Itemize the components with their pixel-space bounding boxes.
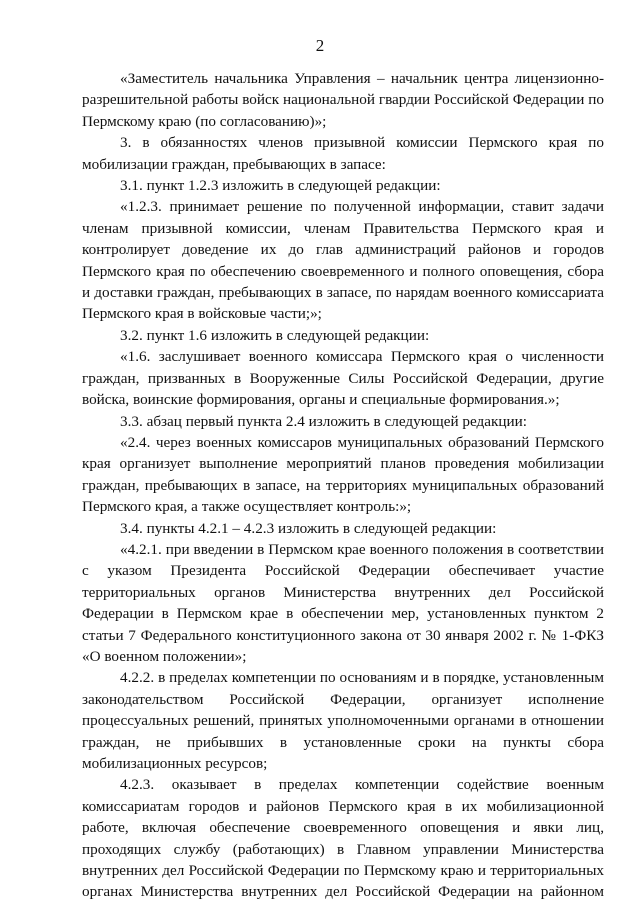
paragraph-2-4: «2.4. через военных комиссаров муниципальных образований Пермского края организует выполнение мероприятий планов проведения мобилизации граждан, пребывающих в запасе, на территориях муниципальных образований Пермского края, а также осуществляет контроль:»; (82, 433, 604, 516)
paragraph-1-6: «1.6. заслушивает военного комиссара Пермского края о численности граждан, призванных в Вооруженные Силы Российской Федерации, другие войска, воинские формирования, органы и специальные формирования.»; (82, 348, 604, 409)
paragraph-4-2-1: «4.2.1. при введении в Пермском крае военного положения в соответствии с указом Президента Российской Федерации обеспечивает участие территориальных органов Министерства внутренних дел Российской Федерации в Пермском крае в обеспечении мер, установленных пунктом 2 статьи 7 Федерального конституционного закона от 30 января 2002 г. № 1-ФКЗ «О военном положении»; (82, 540, 604, 665)
paragraph-3-4: 3.4. пункты 4.2.1 – 4.2.3 изложить в следующей редакции: (120, 519, 497, 537)
paragraph-deputy-head: «Заместитель начальника Управления – начальник центра лицензионно-разрешительной работы войск национальной гвардии Российской Федерации по Пермскому краю (по согласованию)»; (82, 70, 604, 130)
paragraph-3-1: 3.1. пункт 1.2.3 изложить в следующей редакции: (120, 177, 441, 195)
paragraph-4-2-3: 4.2.3. оказывает в пределах компетенции содействие военным комиссариатам городов и районов Пермского края в их мобилизационной работе, включая обеспечение своевременного оповещения и явки лиц, проходящих службу (работающих) в Главном управлении Министерства внутренних дел Российской Федерации по Пермскому краю и территориальных органах Министерства внутренних дел Российской Федерации на районном (82, 776, 604, 901)
paragraph-1-2-3: «1.2.3. принимает решение по полученной информации, ставит задачи членам призывной комиссии, членам Правительства Пермского края и контролирует доведение их до глав администраций районов и городов Пермского края по обеспечению своевременного и полного оповещения, сбора и доставки граждан, пребывающих в запасе, по нарядам военного комиссариата Пермского края в войсковые части;»; (82, 198, 604, 323)
paragraph-4-2-2: 4.2.2. в пределах компетенции по основаниям и в порядке, установленным законодательством Российской Федерации, организует исполнение процессуальных решений, принятых уполномоченными органами в отношении граждан, не прибывших в установленные сроки на пункты сбора мобилизационных ресурсов; (82, 669, 604, 772)
page-number: 2 (315, 36, 325, 55)
paragraph-3-3: 3.3. абзац первый пункта 2.4 изложить в следующей редакции: (120, 412, 527, 430)
paragraph-section-3: 3. в обязанностях членов призывной комиссии Пермского края по мобилизации граждан, пребывающих в запасе: (82, 134, 604, 173)
document-body (82, 68, 604, 903)
paragraph-3-2: 3.2. пункт 1.6 изложить в следующей редакции: (120, 326, 430, 344)
